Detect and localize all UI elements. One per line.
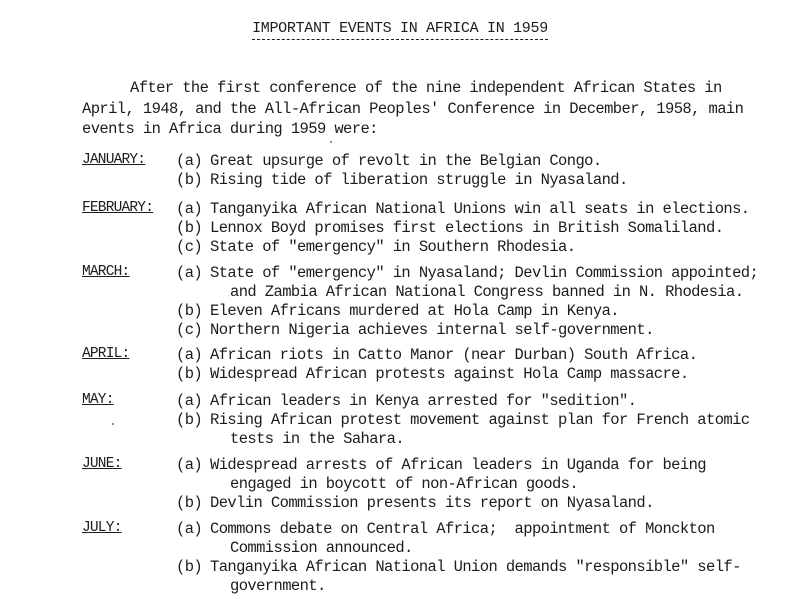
event-item	[176, 200, 796, 219]
month-label: FEBRUARY:	[82, 200, 154, 216]
month-label: APRIL:	[82, 346, 130, 362]
item-text: Northern Nigeria achieves internal self-government.	[210, 321, 654, 339]
event-item	[176, 152, 796, 171]
item-text: Rising tide of liberation struggle in Nyasaland.	[210, 171, 628, 189]
event-item	[176, 411, 796, 449]
document-title: IMPORTANT EVENTS IN AFRICA IN 1959	[252, 20, 548, 40]
event-item	[176, 456, 796, 494]
event-item	[176, 520, 796, 558]
document-title-wrap	[0, 20, 800, 37]
item-marker: (a)	[176, 456, 203, 474]
month-label: JANUARY:	[82, 152, 146, 168]
event-list	[176, 264, 796, 340]
event-item	[176, 171, 796, 190]
event-item	[176, 346, 796, 365]
item-marker: (a)	[176, 346, 203, 364]
item-marker: (a)	[176, 392, 203, 410]
event-item	[176, 558, 796, 596]
event-item	[176, 321, 796, 340]
event-item	[176, 365, 796, 384]
intro-line: After the first conference of the nine independent African States in	[130, 79, 722, 97]
item-marker: (b)	[176, 494, 203, 512]
item-text-continued: engaged in boycott of non-African goods.	[230, 475, 579, 493]
item-marker: (b)	[176, 411, 203, 429]
item-marker: (b)	[176, 365, 203, 383]
event-list	[176, 152, 796, 190]
item-text: Tanganyika African National Unions win all seats in elections.	[210, 200, 750, 218]
month-label: MAY:	[82, 392, 114, 408]
event-item	[176, 219, 796, 238]
item-text: State of "emergency" in Nyasaland; Devlin Commission appointed;	[210, 264, 759, 282]
item-marker: (a)	[176, 200, 203, 218]
item-text: Rising African protest movement against plan for French atomic	[210, 411, 750, 429]
item-text: Tanganyika African National Union demands "responsible" self-	[210, 558, 741, 576]
event-item	[176, 302, 796, 321]
item-text: State of "emergency" in Southern Rhodesia.	[210, 238, 576, 256]
event-item	[176, 392, 796, 411]
item-text: Widespread African protests against Hola Camp massacre.	[210, 365, 689, 383]
month-label: JUNE:	[82, 456, 122, 472]
item-marker: (b)	[176, 171, 203, 189]
item-marker: (c)	[176, 321, 203, 339]
item-text: African riots in Catto Manor (near Durban) South Africa.	[210, 346, 698, 364]
item-marker: (a)	[176, 520, 203, 538]
event-list	[176, 520, 796, 596]
item-text: Commons debate on Central Africa; appointment of Monckton	[210, 520, 715, 538]
item-marker: (b)	[176, 558, 203, 576]
event-item	[176, 238, 796, 257]
item-marker: (a)	[176, 264, 203, 282]
event-item	[176, 264, 796, 302]
item-text-continued: government.	[230, 577, 326, 595]
item-text: Lennox Boyd promises first elections in British Somaliland.	[210, 219, 724, 237]
event-list	[176, 346, 796, 384]
event-list	[176, 456, 796, 513]
item-text: Eleven Africans murdered at Hola Camp in Kenya.	[210, 302, 619, 320]
event-list	[176, 200, 796, 257]
intro-line: events in Africa during 1959 were:	[82, 120, 378, 138]
month-label: MARCH:	[82, 264, 130, 280]
item-marker: (b)	[176, 219, 203, 237]
item-text: Great upsurge of revolt in the Belgian Congo.	[210, 152, 602, 170]
item-text: Devlin Commission presents its report on Nyasaland.	[210, 494, 654, 512]
event-list	[176, 392, 796, 449]
item-marker: (b)	[176, 302, 203, 320]
intro-paragraph	[82, 78, 782, 140]
item-text-continued: tests in the Sahara.	[230, 430, 405, 448]
scan-speck	[112, 423, 114, 425]
scan-speck	[330, 141, 332, 143]
item-text-continued: Commission announced.	[230, 539, 413, 557]
event-item	[176, 494, 796, 513]
item-text-continued: and Zambia African National Congress banned in N. Rhodesia.	[230, 283, 744, 301]
month-label: JULY:	[82, 520, 122, 536]
item-text: African leaders in Kenya arrested for "sedition".	[210, 392, 637, 410]
item-marker: (c)	[176, 238, 203, 256]
intro-line: April, 1948, and the All-African Peoples' Conference in December, 1958, main	[82, 99, 744, 118]
item-text: Widespread arrests of African leaders in Uganda for being	[210, 456, 706, 474]
item-marker: (a)	[176, 152, 203, 170]
